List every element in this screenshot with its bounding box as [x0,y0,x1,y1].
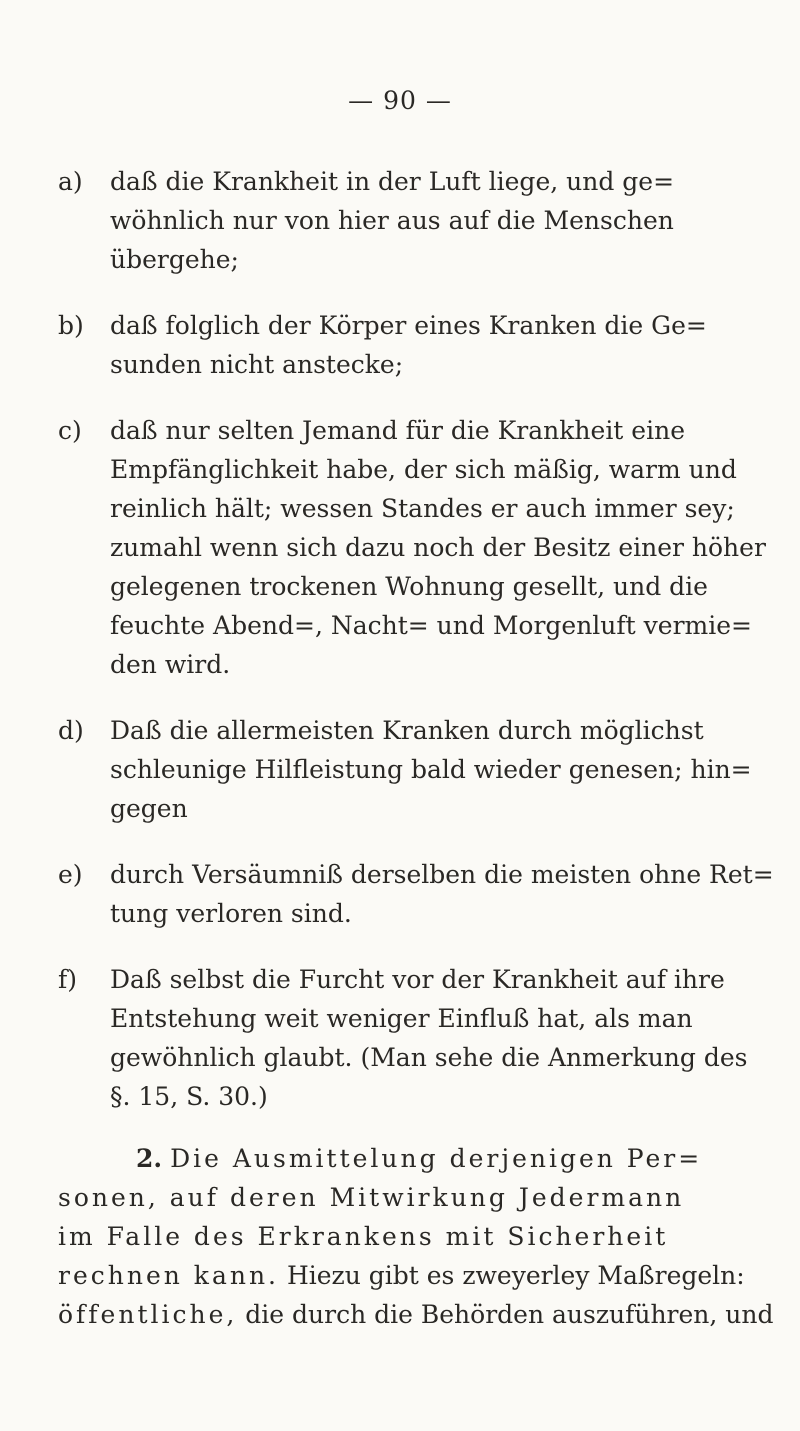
text-line: schleunige Hilfleistung bald wieder genesen; hin= [110,755,752,784]
section-heading-line: sonen, auf deren Mitwirkung Jedermann [58,1183,685,1212]
list-marker: d) [58,716,84,745]
text-line: daß nur selten Jemand für die Krankheit eine [110,416,685,445]
section-text-line [58,1295,774,1334]
page-content [58,162,774,1334]
section-text: Hiezu gibt es zweyerley Maßregeln: [279,1261,745,1290]
section-heading-line [58,1139,758,1178]
list-item-b [58,306,758,384]
section-heading-end: rechnen kann. [58,1261,279,1290]
text-line: zumahl wenn sich dazu noch der Besitz einer höher [110,533,766,562]
page-number: — 90 — [348,86,452,115]
text-line: gegen [110,794,188,823]
text-line: §. 15, S. 30.) [110,1082,268,1111]
text-line: den wird. [110,650,231,679]
text-line: daß die Krankheit in der Luft liege, und ge= [110,167,675,196]
text-line: feuchte Abend=, Nacht= und Morgenluft vermie= [110,611,752,640]
text-line: Daß selbst die Furcht vor der Krankheit auf ihre [110,965,725,994]
section-heading-text: Die Ausmittelung derjenigen Per= [170,1144,703,1173]
emphasized-word: öffentliche, [58,1300,238,1329]
text-line: gewöhnlich glaubt. (Man sehe die Anmerkung des [110,1043,748,1072]
text-line: Entstehung weit weniger Einfluß hat, als man [110,1004,693,1033]
text-line: reinlich hält; wessen Standes er auch immer sey; [110,494,735,523]
text-line: sunden nicht anstecke; [110,350,404,379]
section-2 [58,1139,774,1334]
section-text-line [58,1256,758,1295]
list-item-d [58,711,758,828]
text-line: Empfänglichkeit habe, der sich mäßig, warm und [110,455,737,484]
text-line: Daß die allermeisten Kranken durch möglichst [110,716,704,745]
list-item-a [58,162,758,279]
list-item-f [58,960,758,1116]
section-text: die durch die Behörden auszuführen, und [237,1300,774,1329]
text-line: durch Versäumniß derselben die meisten ohne Ret= [110,860,774,889]
list-marker: f) [58,965,78,994]
text-line: daß folglich der Körper eines Kranken die Ge= [110,311,707,340]
section-heading-line: im Falle des Erkrankens mit Sicherheit [58,1222,669,1251]
section-number: 2. [136,1144,163,1173]
list-item-c [58,411,766,684]
text-line: gelegenen trockenen Wohnung gesellt, und die [110,572,708,601]
list-marker: e) [58,860,83,889]
text-line: tung verloren sind. [110,899,352,928]
list-item-e [58,855,774,933]
list-marker: c) [58,416,82,445]
text-line: wöhnlich nur von hier aus auf die Menschen [110,206,674,235]
list-marker: a) [58,167,83,196]
text-line: übergehe; [110,245,239,274]
list-marker: b) [58,311,84,340]
